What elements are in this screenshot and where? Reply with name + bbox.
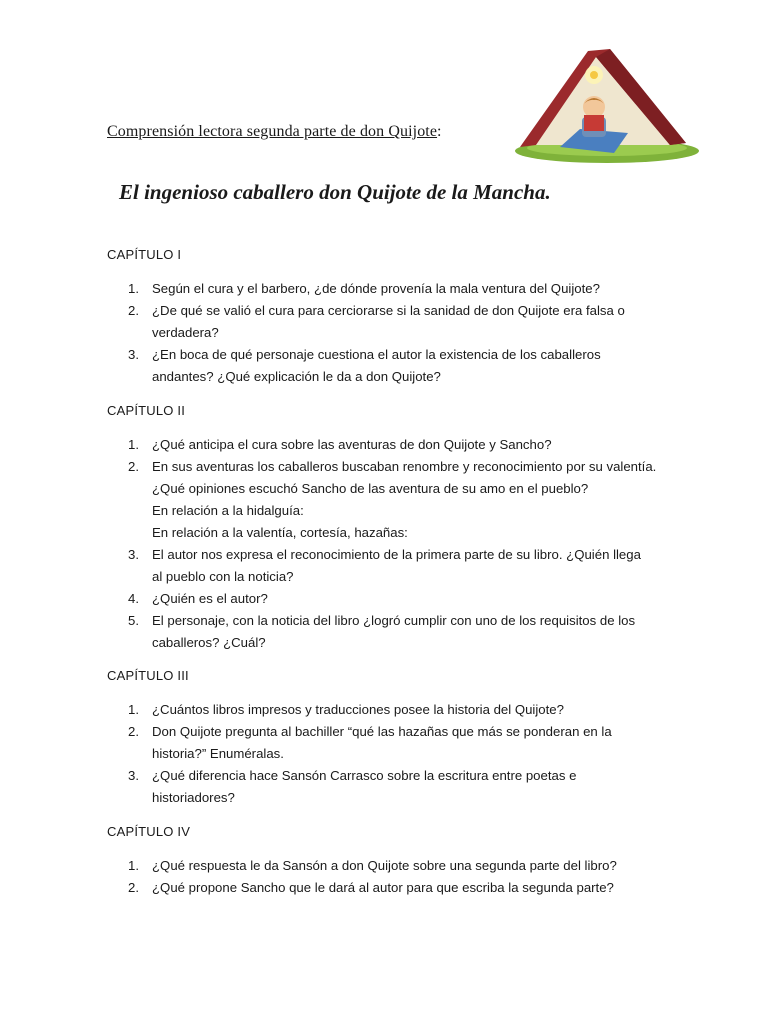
document-heading [107,123,442,141]
question-number: 1. [128,437,139,452]
question-item [128,300,688,344]
question-text-line: al pueblo con la noticia? [152,569,294,584]
question-item [128,544,688,588]
question-text-line: El personaje, con la noticia del libro ¿logró cumplir con uno de los requisitos de los [152,613,636,628]
question-item [128,588,688,610]
question-number: 1. [128,858,139,873]
question-number: 1. [128,281,139,296]
question-item [128,877,688,899]
heading-colon: : [437,123,442,140]
question-item [128,765,688,809]
question-text-line: ¿Qué propone Sancho que le dará al autor para que escriba la segunda parte? [152,880,614,895]
question-text-line: ¿Cuántos libros impresos y traducciones posee la historia del Quijote? [152,702,564,717]
chapter-heading: CAPÍTULO IV [107,824,191,839]
lamp-icon [590,71,598,79]
chapter-heading: CAPÍTULO II [107,403,186,418]
question-text-line: ¿Qué respuesta le da Sansón a don Quijote sobre una segunda parte del libro? [152,858,617,873]
question-text-line: ¿Quién es el autor? [152,591,268,606]
question-number: 2. [128,724,139,739]
question-item [128,610,688,654]
question-text-line: ¿De qué se valió el cura para cerciorarse si la sanidad de don Quijote era falsa o [152,303,625,318]
question-number: 5. [128,613,139,628]
heading-text: Comprensión lectora segunda parte de don Quijote [107,123,438,140]
question-item [128,278,688,300]
book-icon [584,115,604,131]
question-number: 2. [128,880,139,895]
reading-tent-illustration [510,45,705,170]
question-text-line: El autor nos expresa el reconocimiento de la primera parte de su libro. ¿Quién llega [152,547,641,562]
question-number: 3. [128,547,139,562]
question-number: 2. [128,303,139,318]
question-text-line: caballeros? ¿Cuál? [152,635,266,650]
question-number: 4. [128,591,139,606]
question-text-line: ¿En boca de qué personaje cuestiona el autor la existencia de los caballeros [152,347,601,362]
question-item [128,721,688,765]
question-text-line: Según el cura y el barbero, ¿de dónde provenía la mala ventura del Quijote? [152,281,600,296]
question-text-line: ¿Qué anticipa el cura sobre las aventuras de don Quijote y Sancho? [152,437,552,452]
question-text-line: andantes? ¿Qué explicación le da a don Quijote? [152,369,441,384]
chapter-heading: CAPÍTULO I [107,247,182,262]
question-number: 3. [128,347,139,362]
question-item [128,855,688,877]
document-title: El ingenioso caballero don Quijote de la Mancha. [119,180,551,204]
question-item [128,699,688,721]
question-number: 1. [128,702,139,717]
question-number: 3. [128,768,139,783]
question-text-line: En sus aventuras los caballeros buscaban renombre y reconocimiento por su valentía. [152,459,657,474]
question-item [128,456,688,544]
question-number: 2. [128,459,139,474]
question-text-line: ¿Qué opiniones escuchó Sancho de las aventura de su amo en el pueblo? [152,481,589,496]
question-text-line: En relación a la valentía, cortesía, hazañas: [152,525,408,540]
question-text-line: Don Quijote pregunta al bachiller “qué las hazañas que más se ponderan en la [152,724,612,739]
question-item [128,344,688,388]
question-text-line: En relación a la hidalguía: [152,503,304,518]
question-text-line: verdadera? [152,325,219,340]
question-item [128,434,688,456]
question-text-line: ¿Qué diferencia hace Sansón Carrasco sobre la escritura entre poetas e [152,768,577,783]
question-text-line: historia?” Enuméralas. [152,746,284,761]
chapter-heading: CAPÍTULO III [107,668,189,683]
question-text-line: historiadores? [152,790,235,805]
